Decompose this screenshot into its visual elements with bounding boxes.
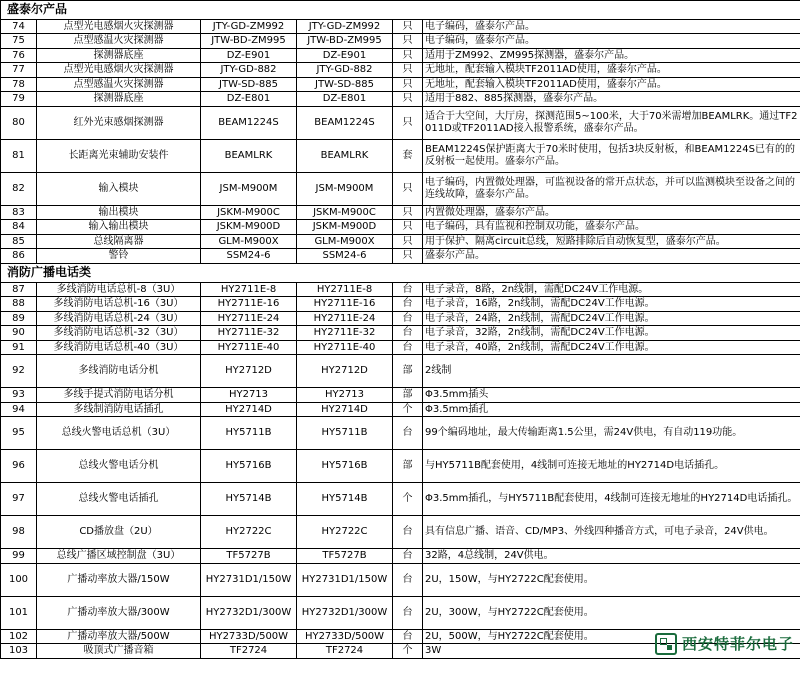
row-model: HY2713 bbox=[201, 388, 297, 403]
row-unit: 只 bbox=[393, 92, 423, 107]
row-spec: HY5711B bbox=[297, 417, 393, 450]
row-unit: 只 bbox=[393, 172, 423, 205]
row-desc: 与HY5711B配套使用，4线制可连接无地址的HY2714D电话插孔。 bbox=[423, 450, 800, 483]
row-desc: 电子录音，8路，2n线制，需配DC24V工作电源。 bbox=[423, 282, 800, 297]
table-row bbox=[1, 77, 800, 92]
row-spec: BEAMLRK bbox=[297, 139, 393, 172]
row-model: HY5711B bbox=[201, 417, 297, 450]
row-name: 多线手提式消防电话分机 bbox=[37, 388, 201, 403]
row-no: 88 bbox=[1, 297, 37, 312]
row-spec: HY2711E-40 bbox=[297, 340, 393, 355]
section-header-phone-label: 消防广播电话类 bbox=[1, 263, 800, 282]
row-spec: HY2731D1/150W bbox=[297, 563, 393, 596]
row-model: JSKM-M900C bbox=[201, 205, 297, 220]
section-header-brand-label: 盛泰尔产品 bbox=[1, 1, 800, 20]
row-unit: 台 bbox=[393, 311, 423, 326]
row-unit: 台 bbox=[393, 549, 423, 564]
row-model: JSM-M900M bbox=[201, 172, 297, 205]
row-no: 101 bbox=[1, 596, 37, 629]
row-unit: 台 bbox=[393, 340, 423, 355]
table-row bbox=[1, 297, 800, 312]
row-no: 81 bbox=[1, 139, 37, 172]
row-model: HY2711E-24 bbox=[201, 311, 297, 326]
table-row bbox=[1, 402, 800, 417]
row-spec: HY2733D/500W bbox=[297, 629, 393, 644]
table-row bbox=[1, 19, 800, 34]
table-row bbox=[1, 644, 800, 659]
row-name: 输入模块 bbox=[37, 172, 201, 205]
row-model: HY2714D bbox=[201, 402, 297, 417]
row-unit: 台 bbox=[393, 297, 423, 312]
row-spec: JTY-GD-882 bbox=[297, 63, 393, 78]
row-unit: 个 bbox=[393, 644, 423, 659]
row-spec: DZ-E901 bbox=[297, 48, 393, 63]
watermark-text: 西安特菲尔电子 bbox=[681, 635, 794, 654]
row-no: 90 bbox=[1, 326, 37, 341]
row-unit: 套 bbox=[393, 139, 423, 172]
table-row bbox=[1, 388, 800, 403]
row-no: 83 bbox=[1, 205, 37, 220]
row-unit: 台 bbox=[393, 282, 423, 297]
table-row bbox=[1, 106, 800, 139]
row-unit: 部 bbox=[393, 388, 423, 403]
row-model: HY2711E-40 bbox=[201, 340, 297, 355]
row-name: 点型光电感烟火灾探测器 bbox=[37, 63, 201, 78]
row-no: 80 bbox=[1, 106, 37, 139]
row-model: BEAMLRK bbox=[201, 139, 297, 172]
row-model: TF5727B bbox=[201, 549, 297, 564]
row-name: 长距离光束辅助安装件 bbox=[37, 139, 201, 172]
section-header-phone bbox=[1, 263, 800, 282]
row-no: 78 bbox=[1, 77, 37, 92]
table-row bbox=[1, 282, 800, 297]
row-spec: TF5727B bbox=[297, 549, 393, 564]
row-model: GLM-M900X bbox=[201, 234, 297, 249]
table-row bbox=[1, 516, 800, 549]
row-desc: 2U，300W，与HY2722C配套使用。 bbox=[423, 596, 800, 629]
row-name: 多线制消防电话插孔 bbox=[37, 402, 201, 417]
row-unit: 台 bbox=[393, 563, 423, 596]
row-desc: 电子录音，32路，2n线制，需配DC24V工作电源。 bbox=[423, 326, 800, 341]
row-no: 95 bbox=[1, 417, 37, 450]
row-no: 100 bbox=[1, 563, 37, 596]
row-desc: 无地址，配套输入模块TF2011AD使用，盛泰尔产品。 bbox=[423, 63, 800, 78]
row-unit: 只 bbox=[393, 234, 423, 249]
row-unit: 只 bbox=[393, 19, 423, 34]
row-name: 多线消防电话总机-16（3U） bbox=[37, 297, 201, 312]
row-spec: DZ-E801 bbox=[297, 92, 393, 107]
row-desc: 2U，150W，与HY2722C配套使用。 bbox=[423, 563, 800, 596]
row-no: 94 bbox=[1, 402, 37, 417]
row-desc: 电子编码，具有监视和控制双功能，盛泰尔产品。 bbox=[423, 220, 800, 235]
row-desc: 具有信息广播、语音、CD/MP3、外线四种播音方式，可电子录音，24V供电。 bbox=[423, 516, 800, 549]
table-row bbox=[1, 326, 800, 341]
row-no: 99 bbox=[1, 549, 37, 564]
table-row bbox=[1, 340, 800, 355]
table-row bbox=[1, 483, 800, 516]
row-spec: HY5716B bbox=[297, 450, 393, 483]
row-spec: HY2732D1/300W bbox=[297, 596, 393, 629]
row-name: CD播放盘（2U） bbox=[37, 516, 201, 549]
table-row bbox=[1, 205, 800, 220]
table-row bbox=[1, 563, 800, 596]
row-spec: SSM24-6 bbox=[297, 249, 393, 264]
row-name: 总线广播区域控制盘（3U） bbox=[37, 549, 201, 564]
row-unit: 台 bbox=[393, 629, 423, 644]
row-model: HY2711E-32 bbox=[201, 326, 297, 341]
row-no: 93 bbox=[1, 388, 37, 403]
row-no: 76 bbox=[1, 48, 37, 63]
row-no: 86 bbox=[1, 249, 37, 264]
table-row bbox=[1, 549, 800, 564]
row-desc: 电子录音，40路，2n线制，需配DC24V工作电源。 bbox=[423, 340, 800, 355]
row-no: 92 bbox=[1, 355, 37, 388]
row-desc: 用于保护、隔离circuit总线，短路排除后自动恢复型，盛泰尔产品。 bbox=[423, 234, 800, 249]
row-spec: HY2722C bbox=[297, 516, 393, 549]
row-model: DZ-E801 bbox=[201, 92, 297, 107]
row-model: JTY-GD-882 bbox=[201, 63, 297, 78]
row-desc: Φ3.5mm插头 bbox=[423, 388, 800, 403]
table-row bbox=[1, 249, 800, 264]
table-row bbox=[1, 234, 800, 249]
table-row bbox=[1, 629, 800, 644]
row-unit: 只 bbox=[393, 77, 423, 92]
row-name: 广播动率放大器/150W bbox=[37, 563, 201, 596]
table-row bbox=[1, 34, 800, 49]
row-name: 点型感温火灾探测器 bbox=[37, 77, 201, 92]
row-name: 输出模块 bbox=[37, 205, 201, 220]
row-unit: 部 bbox=[393, 450, 423, 483]
row-name: 探测器底座 bbox=[37, 92, 201, 107]
row-desc: 电子录音，24路，2n线制，需配DC24V工作电源。 bbox=[423, 311, 800, 326]
row-spec: HY2711E-8 bbox=[297, 282, 393, 297]
row-no: 77 bbox=[1, 63, 37, 78]
row-desc: 99个编码地址，最大传输距离1.5公里，需24V供电，有自动119功能。 bbox=[423, 417, 800, 450]
row-name: 多线消防电话总机-8（3U） bbox=[37, 282, 201, 297]
row-desc: 2U，500W，与HY2722C配套使用。 bbox=[423, 629, 800, 644]
row-no: 91 bbox=[1, 340, 37, 355]
row-desc: 电子录音，16路，2n线制，需配DC24V工作电源。 bbox=[423, 297, 800, 312]
row-model: SSM24-6 bbox=[201, 249, 297, 264]
row-spec: HY2712D bbox=[297, 355, 393, 388]
row-name: 多线消防电话总机-40（3U） bbox=[37, 340, 201, 355]
row-spec: BEAM1224S bbox=[297, 106, 393, 139]
row-desc: 32路，4总线制，24V供电。 bbox=[423, 549, 800, 564]
row-name: 多线消防电话总机-32（3U） bbox=[37, 326, 201, 341]
row-spec: JSM-M900M bbox=[297, 172, 393, 205]
table-row bbox=[1, 92, 800, 107]
row-spec: GLM-M900X bbox=[297, 234, 393, 249]
row-spec: JSKM-M900D bbox=[297, 220, 393, 235]
table-row bbox=[1, 48, 800, 63]
row-name: 总线火警电话分机 bbox=[37, 450, 201, 483]
row-name: 多线消防电话总机-24（3U） bbox=[37, 311, 201, 326]
row-spec: HY2711E-16 bbox=[297, 297, 393, 312]
row-no: 103 bbox=[1, 644, 37, 659]
table-row bbox=[1, 63, 800, 78]
row-unit: 台 bbox=[393, 596, 423, 629]
row-unit: 台 bbox=[393, 516, 423, 549]
row-name: 点型感温火灾探测器 bbox=[37, 34, 201, 49]
row-model: JSKM-M900D bbox=[201, 220, 297, 235]
row-no: 85 bbox=[1, 234, 37, 249]
row-spec: HY2711E-32 bbox=[297, 326, 393, 341]
row-spec: HY2714D bbox=[297, 402, 393, 417]
row-no: 82 bbox=[1, 172, 37, 205]
row-desc: 盛泰尔产品。 bbox=[423, 249, 800, 264]
row-spec: HY5714B bbox=[297, 483, 393, 516]
row-no: 84 bbox=[1, 220, 37, 235]
row-no: 75 bbox=[1, 34, 37, 49]
row-desc: BEAM1224S保护距离大于70米时使用，包括3块反射板，和BEAM1224S已有的的反射板一起使用。盛泰尔产品。 bbox=[423, 139, 800, 172]
row-model: TF2724 bbox=[201, 644, 297, 659]
row-desc: 3W bbox=[423, 644, 800, 659]
row-name: 输入输出模块 bbox=[37, 220, 201, 235]
row-name: 多线消防电话分机 bbox=[37, 355, 201, 388]
row-spec: TF2724 bbox=[297, 644, 393, 659]
row-name: 点型光电感烟火灾探测器 bbox=[37, 19, 201, 34]
row-model: JTW-BD-ZM995 bbox=[201, 34, 297, 49]
row-desc: 适用于ZM992、ZM995探测器，盛泰尔产品。 bbox=[423, 48, 800, 63]
row-desc: Φ3.5mm插孔，与HY5711B配套使用，4线制可连接无地址的HY2714D电话插孔。 bbox=[423, 483, 800, 516]
row-no: 96 bbox=[1, 450, 37, 483]
row-name: 总线火警电话插孔 bbox=[37, 483, 201, 516]
row-spec: JTW-SD-885 bbox=[297, 77, 393, 92]
row-name: 探测器底座 bbox=[37, 48, 201, 63]
row-unit: 个 bbox=[393, 402, 423, 417]
row-desc: Φ3.5mm插孔 bbox=[423, 402, 800, 417]
row-model: HY5714B bbox=[201, 483, 297, 516]
row-spec: JSKM-M900C bbox=[297, 205, 393, 220]
row-model: HY2711E-8 bbox=[201, 282, 297, 297]
row-desc: 电子编码，盛泰尔产品。 bbox=[423, 34, 800, 49]
row-name: 总线火警电话总机（3U） bbox=[37, 417, 201, 450]
row-unit: 个 bbox=[393, 483, 423, 516]
row-model: BEAM1224S bbox=[201, 106, 297, 139]
row-desc: 无地址，配套输入模块TF2011AD使用，盛泰尔产品。 bbox=[423, 77, 800, 92]
row-desc: 内置微处理器，盛泰尔产品。 bbox=[423, 205, 800, 220]
row-no: 74 bbox=[1, 19, 37, 34]
table-row bbox=[1, 220, 800, 235]
row-unit: 只 bbox=[393, 106, 423, 139]
row-name: 总线隔离器 bbox=[37, 234, 201, 249]
table-row bbox=[1, 417, 800, 450]
table-row bbox=[1, 172, 800, 205]
row-desc: 电子编码，内置微处理器，可监视设备的常开点状态，并可以监测模块至设备之间的连线故障，盛泰尔产品。 bbox=[423, 172, 800, 205]
row-model: HY5716B bbox=[201, 450, 297, 483]
row-unit: 台 bbox=[393, 326, 423, 341]
row-model: DZ-E901 bbox=[201, 48, 297, 63]
row-model: HY2711E-16 bbox=[201, 297, 297, 312]
row-unit: 台 bbox=[393, 417, 423, 450]
row-model: JTY-GD-ZM992 bbox=[201, 19, 297, 34]
row-name: 警铃 bbox=[37, 249, 201, 264]
row-model: HY2712D bbox=[201, 355, 297, 388]
table-row bbox=[1, 139, 800, 172]
row-no: 98 bbox=[1, 516, 37, 549]
row-unit: 只 bbox=[393, 34, 423, 49]
table-row bbox=[1, 596, 800, 629]
row-desc: 适合于大空间，大厅房，探测范围5~100米，大于70米需增加BEAMLRK。通过TF2011D或TF2011AD接入报警系统，盛泰尔产品。 bbox=[423, 106, 800, 139]
row-name: 红外光束感烟探测器 bbox=[37, 106, 201, 139]
row-no: 102 bbox=[1, 629, 37, 644]
row-unit: 只 bbox=[393, 48, 423, 63]
table-row bbox=[1, 355, 800, 388]
row-name: 吸顶式广播音箱 bbox=[37, 644, 201, 659]
table-row bbox=[1, 450, 800, 483]
row-no: 97 bbox=[1, 483, 37, 516]
row-unit: 只 bbox=[393, 205, 423, 220]
row-spec: JTW-BD-ZM995 bbox=[297, 34, 393, 49]
row-no: 87 bbox=[1, 282, 37, 297]
row-unit: 只 bbox=[393, 249, 423, 264]
row-no: 79 bbox=[1, 92, 37, 107]
row-name: 广播动率放大器/500W bbox=[37, 629, 201, 644]
row-model: HY2732D1/300W bbox=[201, 596, 297, 629]
row-model: HY2733D/500W bbox=[201, 629, 297, 644]
row-desc: 电子编码，盛泰尔产品。 bbox=[423, 19, 800, 34]
row-spec: HY2711E-24 bbox=[297, 311, 393, 326]
row-spec: HY2713 bbox=[297, 388, 393, 403]
row-name: 广播动率放大器/300W bbox=[37, 596, 201, 629]
section-header-brand bbox=[1, 1, 800, 20]
row-spec: JTY-GD-ZM992 bbox=[297, 19, 393, 34]
row-model: HY2722C bbox=[201, 516, 297, 549]
table-body bbox=[1, 1, 800, 659]
row-desc: 2线制 bbox=[423, 355, 800, 388]
row-desc: 适用于882、885探测器，盛泰尔产品。 bbox=[423, 92, 800, 107]
row-unit: 只 bbox=[393, 220, 423, 235]
table-row bbox=[1, 311, 800, 326]
row-model: HY2731D1/150W bbox=[201, 563, 297, 596]
row-no: 89 bbox=[1, 311, 37, 326]
row-model: JTW-SD-885 bbox=[201, 77, 297, 92]
row-unit: 部 bbox=[393, 355, 423, 388]
row-unit: 只 bbox=[393, 63, 423, 78]
